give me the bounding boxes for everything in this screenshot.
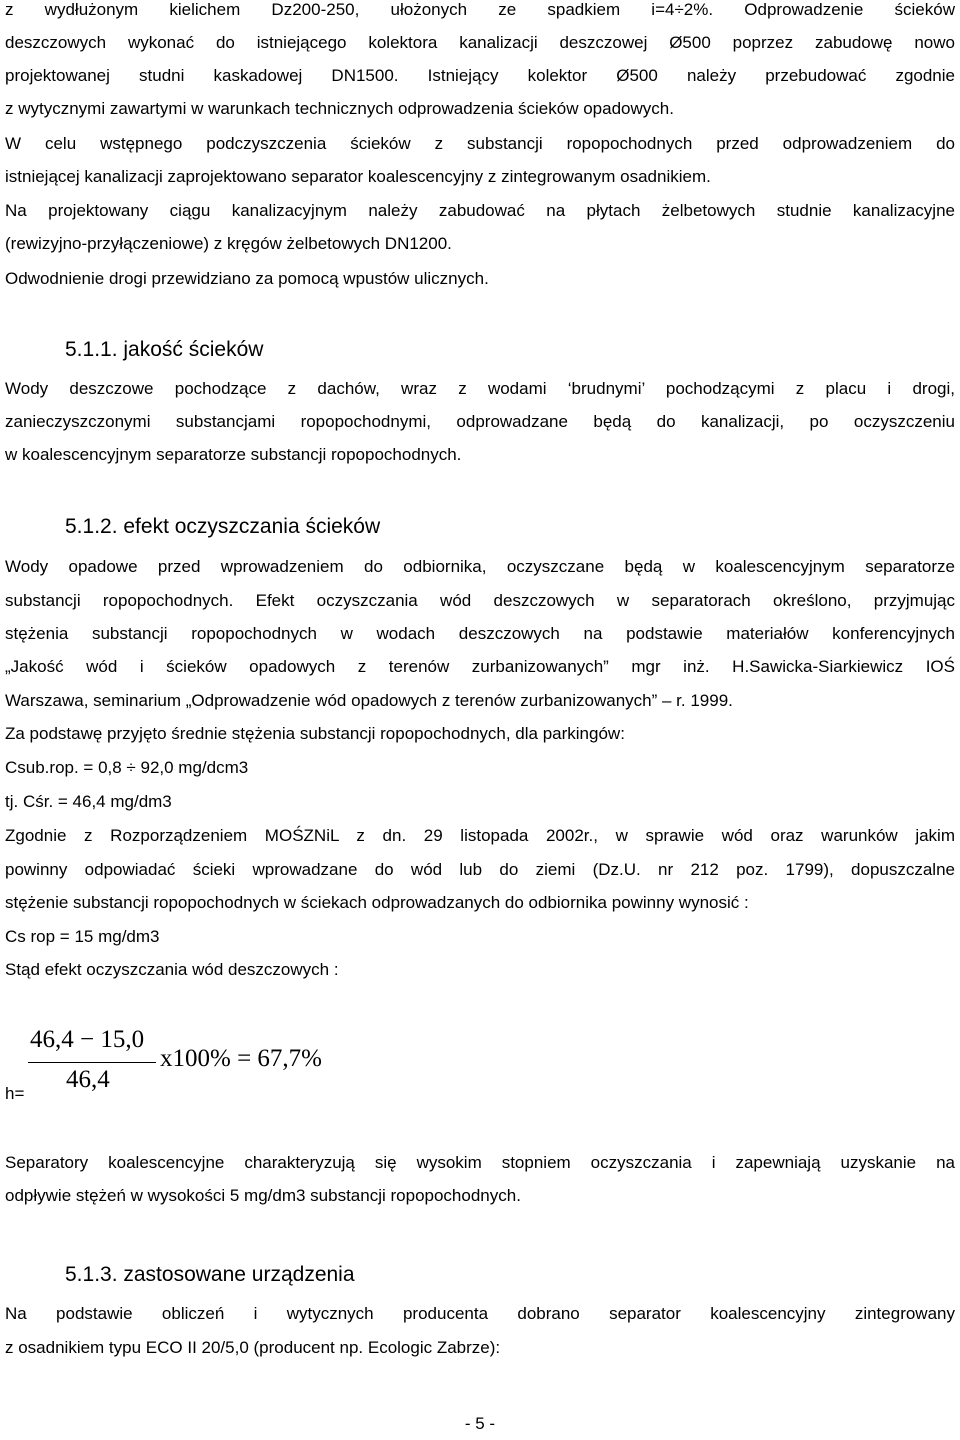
formula-label: h= [5, 1084, 25, 1103]
section-heading-5-1-3: 5.1.3. zastosowane urządzenia [65, 1263, 355, 1286]
formula-result: x100% = 67,7% [160, 1045, 322, 1072]
section-heading-5-1-2: 5.1.2. efekt oczyszczania ścieków [65, 515, 381, 538]
paragraph-line: Cs rop = 15 mg/dm3 [5, 927, 160, 946]
paragraph-line: Warszawa, seminarium „Odprowadzenie wód opadowych z terenów zurbanizowanych” – r. 1999. [5, 691, 733, 710]
paragraph-line: Za podstawę przyjęto średnie stężenia substancji ropopochodnych, dla parkingów: [5, 724, 625, 743]
formula-denominator: 46,4 [66, 1066, 110, 1093]
paragraph-line: zanieczyszczonymi substancjami ropopochodnymi, odprowadzane będą do kanalizacji, po oczyszczeniu [5, 412, 955, 431]
paragraph-line: Csub.rop. = 0,8 ÷ 92,0 mg/dcm3 [5, 758, 249, 777]
paragraph-line: odpływie stężeń w wysokości 5 mg/dm3 substancji ropopochodnych. [5, 1186, 521, 1205]
fraction-bar [28, 1062, 156, 1063]
paragraph-line: istniejącej kanalizacji zaprojektowano separator koalescencyjny z zintegrowanym osadnikiem. [5, 167, 711, 186]
paragraph-line: Odwodnienie drogi przewidziano za pomocą wpustów ulicznych. [5, 269, 489, 288]
formula-numerator: 46,4 − 15,0 [30, 1026, 145, 1053]
paragraph-line: Wody deszczowe pochodzące z dachów, wraz z wodami ‘brudnymi’ pochodzącymi z placu i drogi, [5, 379, 955, 398]
paragraph-line: Na projektowany ciągu kanalizacyjnym należy zabudować na płytach żelbetowych studnie kanalizacyjne [5, 201, 955, 220]
paragraph-line: w koalescencyjnym separatorze substancji ropopochodnych. [5, 445, 462, 464]
paragraph-line: z wydłużonym kielichem Dz200-250, ułożonych ze spadkiem i=4÷2%. Odprowadzenie ścieków [5, 0, 955, 19]
paragraph-line: „Jakość wód i ścieków opadowych z terenów zurbanizowanych” mgr inż. H.Sawicka-Siarkiewicz IOŚ [5, 657, 955, 676]
paragraph-line: powinny odpowiadać ścieki wprowadzane do wód lub do ziemi (Dz.U. nr 212 poz. 1799), dopuszczalne [5, 860, 955, 879]
paragraph-line: tj. Cśr. = 46,4 mg/dm3 [5, 792, 172, 811]
paragraph-line: Na podstawie obliczeń i wytycznych producenta dobrano separator koalescencyjny zintegrowany [5, 1304, 955, 1323]
paragraph-line: projektowanej studni kaskadowej DN1500. Istniejący kolektor Ø500 należy przebudować zgodnie [5, 66, 955, 85]
paragraph-line: z wytycznymi zawartymi w warunkach technicznych odprowadzenia ścieków opadowych. [5, 99, 674, 118]
paragraph-line: (rewizyjno-przyłączeniowe) z kręgów żelbetowych DN1200. [5, 234, 452, 253]
paragraph-line: Stąd efekt oczyszczania wód deszczowych : [5, 960, 339, 979]
page-number: - 5 - [464, 1414, 496, 1433]
paragraph-line: Wody opadowe przed wprowadzeniem do odbiornika, oczyszczane będą w koalescencyjnym separatorze [5, 557, 955, 576]
paragraph-line: substancji ropopochodnych. Efekt oczyszczania wód deszczowych w separatorach określono, przyjmując [5, 591, 955, 610]
paragraph-line: stężenia substancji ropopochodnych w wodach deszczowych na podstawie materiałów konferencyjnych [5, 624, 955, 643]
paragraph-line: W celu wstępnego podczyszczenia ścieków z substancji ropopochodnych przed odprowadzeniem do [5, 134, 955, 153]
paragraph-line: z osadnikiem typu ECO II 20/5,0 (producent np. Ecologic Zabrze): [5, 1338, 501, 1357]
paragraph-line: stężenie substancji ropopochodnych w ściekach odprowadzanych do odbiornika powinny wynosić : [5, 893, 749, 912]
section-heading-5-1-1: 5.1.1. jakość ścieków [65, 338, 264, 361]
paragraph-line: Separatory koalescencyjne charakteryzują się wysokim stopniem oczyszczania i zapewniają uzyskanie na [5, 1153, 955, 1172]
paragraph-line: deszczowych wykonać do istniejącego kolektora kanalizacji deszczowej Ø500 poprzez zabudowę nowo [5, 33, 955, 52]
paragraph-line: Zgodnie z Rozporządzeniem MOŚZNiL z dn. 29 listopada 2002r., w sprawie wód oraz warunków jakim [5, 826, 955, 845]
